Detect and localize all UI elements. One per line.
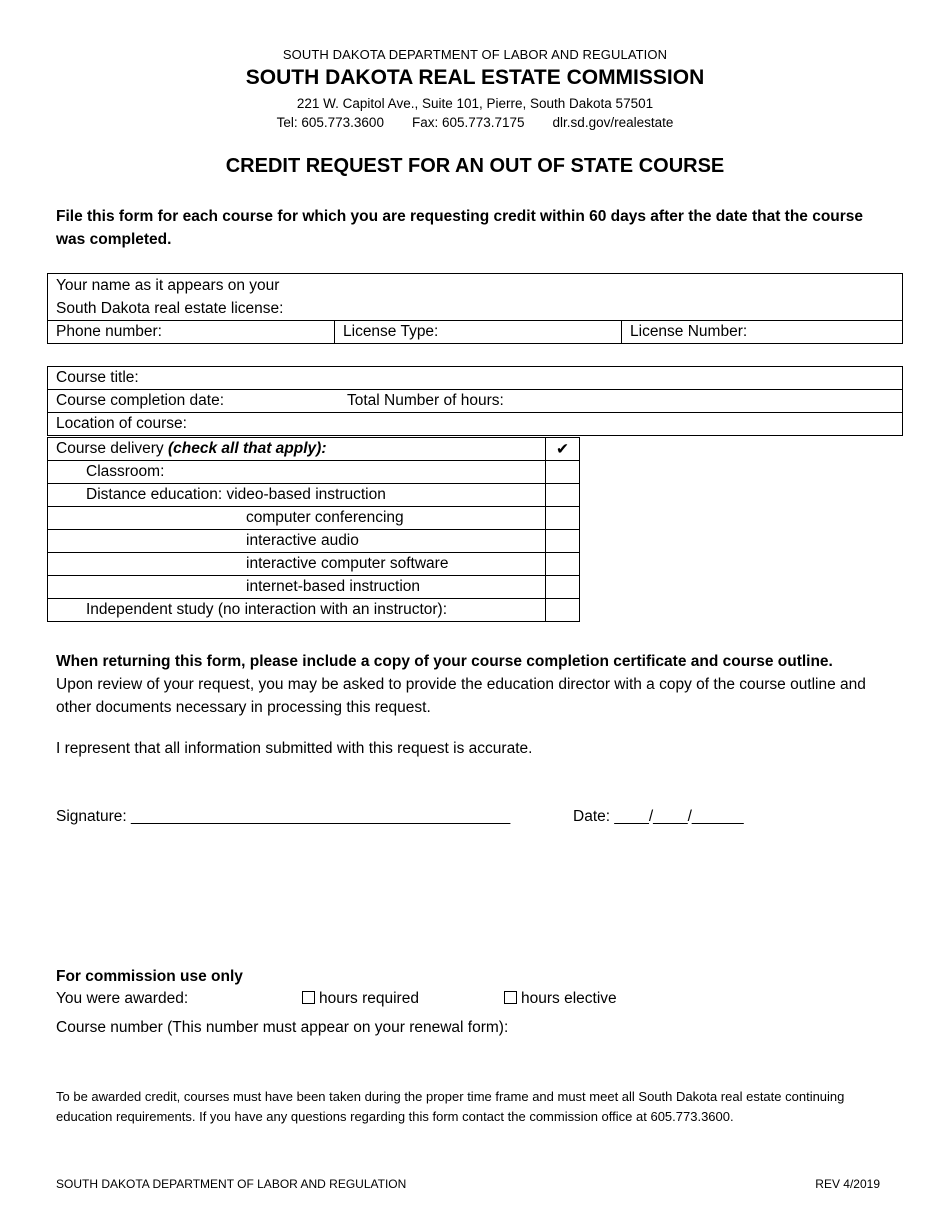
phone-field[interactable] [48,321,335,344]
delivery-table [47,437,580,622]
course-title-field[interactable] [48,367,903,390]
license-type-label: License Type: [343,323,439,340]
hours-required-option[interactable] [302,990,419,1008]
license-number-label: License Number: [630,323,748,340]
checkbox-icon[interactable] [302,991,315,1004]
awarded-label: You were awarded: [56,990,189,1007]
contact-line [0,115,950,130]
internet-based-label: internet-based instruction [48,576,546,599]
name-label-line2: South Dakota real estate license: [56,300,284,317]
website: dlr.sd.gov/realestate [552,115,674,130]
interactive-audio-checkbox[interactable] [546,530,580,553]
name-label-line1: Your name as it appears on your [56,277,280,294]
interactive-software-checkbox[interactable] [546,553,580,576]
form-title: CREDIT REQUEST FOR AN OUT OF STATE COURSE [225,155,725,177]
accuracy-statement: I represent that all information submitted with this request is accurate. [56,740,533,757]
check-mark-icon: ✔ [546,438,580,461]
license-number-field[interactable] [622,321,903,344]
independent-study-checkbox[interactable] [546,599,580,622]
licensee-table [47,273,903,344]
address: 221 W. Capitol Ave., Suite 101, Pierre, South Dakota 57501 [296,96,654,111]
commission-use-heading: For commission use only [56,968,243,985]
delivery-heading-prefix: Course delivery [56,440,168,457]
hours-elective-option[interactable] [504,990,617,1008]
interactive-software-label: interactive computer software [48,553,546,576]
video-based-checkbox[interactable] [546,484,580,507]
completion-date-label: Course completion date: [56,392,225,409]
instructions: File this form for each course for which you are requesting credit within 60 days after the date that the course was completed. [56,208,864,248]
computer-conferencing-label: computer conferencing [48,507,546,530]
commission-heading: SOUTH DAKOTA REAL ESTATE COMMISSION [245,66,705,89]
hours-elective-label: hours elective [521,990,617,1007]
total-hours-label: Total Number of hours: [347,392,504,409]
location-label: Location of course: [56,415,187,432]
video-based-label: Distance education: video-based instruction [48,484,546,507]
department-heading: SOUTH DAKOTA DEPARTMENT OF LABOR AND REGULATION [282,47,668,62]
revision-label: REV 4/2019 [815,1177,880,1191]
course-title-label: Course title: [56,369,139,386]
course-number-label: Course number (This number must appear on your renewal form): [56,1019,509,1036]
independent-study-label: Independent study (no interaction with an instructor): [48,599,546,622]
return-note-text: Upon review of your request, you may be asked to provide the education director with a copy of the course outline and other documents necessary in processing this request. [56,676,866,716]
date-line[interactable]: Date: ____/____/______ [573,808,744,825]
footer-note: To be awarded credit, courses must have been taken during the proper time frame and must meet all South Dakota real estate continuing education requirements. If you have any questions regarding this form contact the commission office at 605.773.3600. [56,1089,845,1124]
delivery-heading-emphasis: (check all that apply): [168,440,327,457]
fax: Fax: 605.773.7175 [411,115,525,130]
return-note [56,650,896,719]
delivery-heading [48,438,546,461]
footer-department: SOUTH DAKOTA DEPARTMENT OF LABOR AND REGULATION [56,1177,407,1191]
phone-label: Phone number: [56,323,162,340]
checkbox-icon[interactable] [504,991,517,1004]
location-field[interactable] [48,413,903,436]
signature-line[interactable]: Signature: ____________________________________________ [56,808,511,825]
classroom-checkbox[interactable] [546,461,580,484]
completion-date-field[interactable] [48,390,903,413]
name-field[interactable] [48,274,903,321]
license-type-field[interactable] [335,321,622,344]
internet-based-checkbox[interactable] [546,576,580,599]
computer-conferencing-checkbox[interactable] [546,507,580,530]
telephone: Tel: 605.773.3600 [276,115,384,130]
classroom-label: Classroom: [48,461,546,484]
return-note-bold: When returning this form, please include a copy of your course completion certificate and course outline. [56,653,833,670]
hours-required-label: hours required [319,990,419,1007]
interactive-audio-label: interactive audio [48,530,546,553]
course-table [47,366,903,436]
